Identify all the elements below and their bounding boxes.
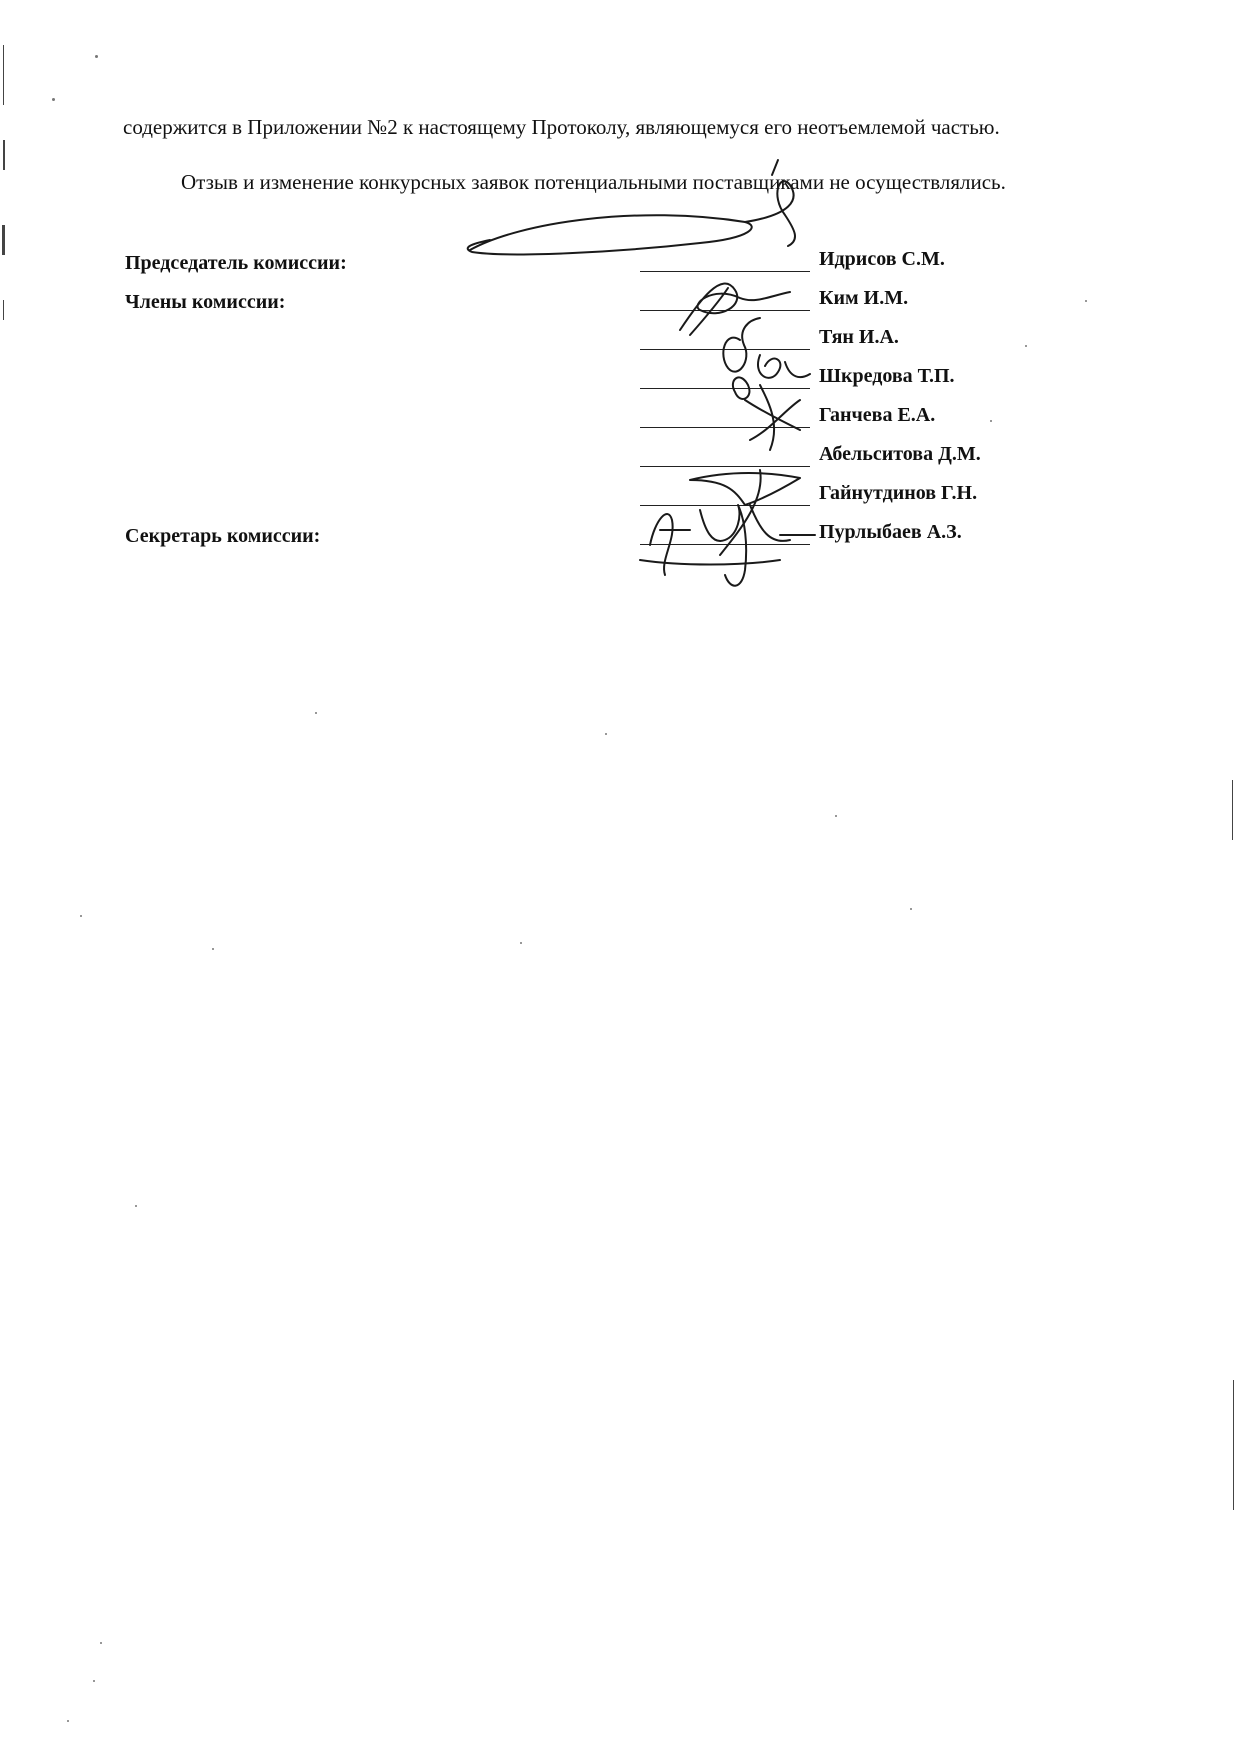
scan-speck (1025, 345, 1027, 347)
signature-line (640, 544, 810, 545)
scan-edge-mark (2, 225, 5, 255)
signature-line (640, 466, 810, 467)
signatory-name: Шкредова Т.П. (819, 365, 955, 387)
signature-line (640, 271, 810, 272)
signatory-name: Ганчева Е.А. (819, 404, 936, 426)
scan-speck (52, 98, 55, 101)
scan-speck (67, 1720, 69, 1722)
role-chairman-label: Председатель комиссии: (125, 252, 347, 274)
role-members-label: Члены комиссии: (125, 291, 286, 313)
signatory-name: Пурлыбаев А.З. (819, 521, 962, 543)
scan-speck (93, 1680, 95, 1682)
signature-member-5 (690, 473, 800, 505)
paragraph-withdrawal-note: Отзыв и изменение конкурсных заявок потенциальными поставщиками не осуществлялись. (181, 170, 1006, 194)
signatory-name: Ким И.М. (819, 287, 909, 309)
scan-speck (990, 420, 992, 422)
role-secretary-label: Секретарь комиссии: (125, 525, 321, 547)
signature-line (640, 388, 810, 389)
signature-line (640, 349, 810, 350)
signature-line (640, 310, 810, 311)
scan-speck (100, 1642, 102, 1644)
scan-speck (95, 55, 98, 58)
signatory-name: Абельситова Д.М. (819, 443, 981, 465)
scan-speck (212, 948, 214, 950)
signature-member-3 (758, 355, 810, 378)
scan-speck (315, 712, 317, 714)
scan-speck (135, 1205, 137, 1207)
scan-edge-mark (3, 45, 4, 105)
scan-speck (605, 733, 607, 735)
signature-member-2 (723, 318, 760, 372)
scan-edge-mark (1233, 1380, 1234, 1510)
scan-speck (910, 908, 912, 910)
paragraph-appendix-reference: содержится в Приложении №2 к настоящему Протоколу, являющемуся его неотъемлемой частью. (123, 115, 1000, 139)
scan-speck (1085, 300, 1087, 302)
signatory-name: Гайнутдинов Г.Н. (819, 482, 978, 504)
signature-chairman (468, 215, 752, 254)
scan-speck (80, 915, 82, 917)
scan-edge-mark (3, 140, 5, 170)
signature-member-4 (745, 400, 800, 440)
scan-edge-mark (3, 300, 4, 320)
scan-speck (520, 942, 522, 944)
signature-member-1 (680, 284, 790, 330)
signature-line (640, 505, 810, 506)
signature-line (640, 427, 810, 428)
scan-edge-mark (1232, 780, 1233, 840)
signatory-name: Идрисов С.М. (819, 248, 945, 270)
scan-speck (835, 815, 837, 817)
signatory-name: Тян И.А. (819, 326, 899, 348)
